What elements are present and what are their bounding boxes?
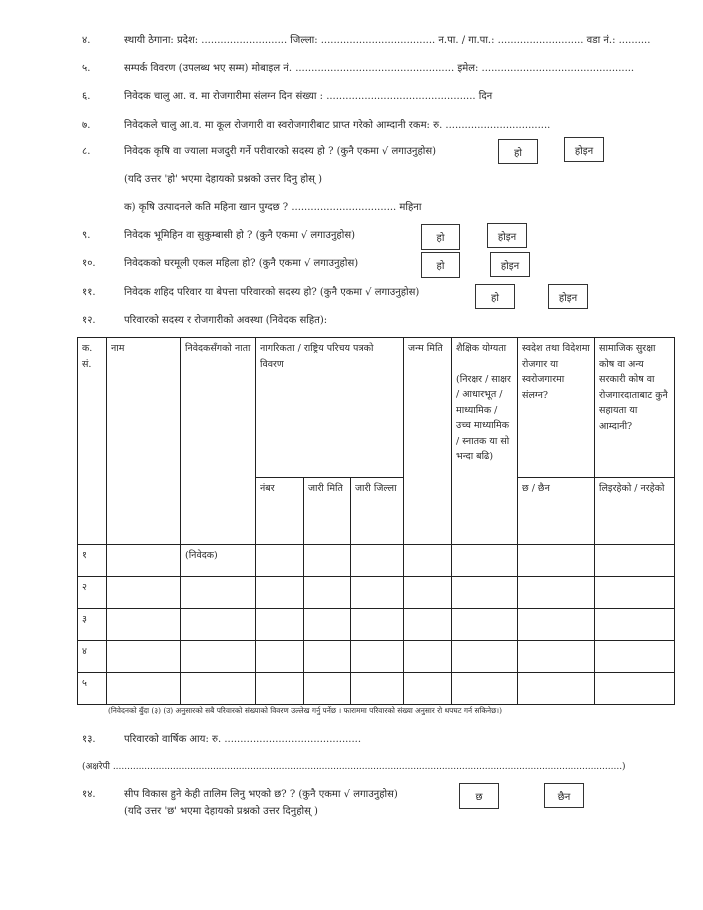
table-cell[interactable] bbox=[518, 673, 595, 705]
education-options: (निरक्षर / साक्षर / आधारभूत / माध्यामिक / उच्च माध्यामिक / स्नातक या सो भन्दा बढि) bbox=[456, 373, 511, 462]
table-row bbox=[78, 673, 675, 705]
q5-contact-details: सम्पर्क विवरण (उपलब्ध भए सम्म) मोबाइल नं. .................................................. इमेल: ................................................ bbox=[124, 63, 635, 74]
header-education bbox=[452, 338, 518, 545]
q8-question: निवेदक कृषि वा ज्याला मजदुरी गर्ने परीवारको सदस्य हो ? (कुनै एकमा √ लगाउनुहोस) bbox=[124, 146, 437, 157]
table-row bbox=[78, 577, 675, 609]
q14-number: १४. bbox=[82, 789, 96, 800]
table-cell[interactable] bbox=[107, 641, 181, 673]
q11-no-checkbox[interactable]: होइन bbox=[548, 284, 588, 309]
table-row bbox=[78, 545, 675, 577]
row-relation[interactable] bbox=[181, 609, 256, 641]
table-cell[interactable] bbox=[304, 673, 351, 705]
q14-no-checkbox[interactable]: छैन bbox=[544, 783, 584, 808]
q14-note: (यदि उत्तर 'छ' भएमा देहायको प्रश्नको उत्तर दिनुहोस् ) bbox=[124, 806, 318, 817]
header-social-security: सामाजिक सुरक्षा कोष वा अन्य सरकारी कोष वा रोजगारदाताबाट कुनै सहायता या आम्दानी? bbox=[595, 338, 675, 478]
header-dob: जन्म मिति bbox=[404, 338, 452, 545]
q6-number: ६. bbox=[82, 91, 91, 102]
header-citizenship: नागरिकता / राष्ट्रिय परिचय पत्रको विवरण bbox=[256, 338, 404, 478]
table-cell[interactable] bbox=[256, 641, 304, 673]
q11-question: निवेदक शहिद परिवार या बेपत्ता परिवारको सदस्य हो? (कुनै एकमा √ लगाउनुहोस) bbox=[124, 287, 420, 298]
q12-number: १२. bbox=[82, 315, 96, 326]
table-cell[interactable] bbox=[256, 609, 304, 641]
row-serial-no: ४ bbox=[78, 641, 107, 673]
q10-yes-checkbox[interactable]: हो bbox=[421, 252, 460, 278]
table-cell[interactable] bbox=[107, 577, 181, 609]
table-cell[interactable] bbox=[256, 577, 304, 609]
row-relation[interactable]: (निवेदक) bbox=[181, 545, 256, 577]
table-cell[interactable] bbox=[404, 673, 452, 705]
q7-income-amount: निवेदकले चालु आ.व. मा कूल रोजगारी वा स्वरोजगारीबाट प्राप्त गरेको आम्दानी रकम: रु. ................................. bbox=[124, 120, 551, 131]
table-cell[interactable] bbox=[595, 545, 675, 577]
row-relation[interactable] bbox=[181, 577, 256, 609]
table-cell[interactable] bbox=[595, 673, 675, 705]
row-relation[interactable] bbox=[181, 673, 256, 705]
header-serial-no: क. सं. bbox=[78, 338, 107, 545]
q9-question: निवेदक भूमिहिन वा सुकुम्बासी हो ? (कुनै एकमा √ लगाउनुहोस) bbox=[124, 230, 355, 241]
table-cell[interactable] bbox=[256, 545, 304, 577]
table-cell[interactable] bbox=[518, 577, 595, 609]
education-label: शैक्षिक योग्यता bbox=[456, 343, 507, 354]
q8-note: (यदि उत्तर 'हो' भएमा देहायको प्रश्नको उत्तर दिनु होस् ) bbox=[124, 174, 323, 185]
header-issue-district: जारी जिल्ला bbox=[351, 478, 404, 545]
q13-number: १३. bbox=[82, 734, 96, 745]
table-footnote: (निवेदनको बुँदा (३) (उ) अनुसारको सबै परिवारको संख्याको विवरण उल्लेख गर्नु पर्नेछ । फाराममा परिवारको संख्या अनुसार रो थपघट गर्न सकिनेछ।) bbox=[108, 706, 502, 715]
table-cell[interactable] bbox=[351, 577, 404, 609]
family-members-table bbox=[77, 337, 675, 705]
table-cell[interactable] bbox=[351, 641, 404, 673]
row-serial-no: ३ bbox=[78, 609, 107, 641]
table-cell[interactable] bbox=[595, 577, 675, 609]
table-cell[interactable] bbox=[452, 673, 518, 705]
q9-number: ९. bbox=[82, 230, 91, 241]
table-cell[interactable] bbox=[304, 545, 351, 577]
table-cell[interactable] bbox=[351, 545, 404, 577]
table-cell[interactable] bbox=[351, 673, 404, 705]
q12-title: परिवारको सदस्य र रोजगारीको अवस्था (निवेदक सहित): bbox=[124, 315, 328, 326]
table-cell[interactable] bbox=[304, 609, 351, 641]
table-cell[interactable] bbox=[518, 609, 595, 641]
table-cell[interactable] bbox=[404, 577, 452, 609]
table-cell[interactable] bbox=[452, 545, 518, 577]
table-cell[interactable] bbox=[404, 545, 452, 577]
table-cell[interactable] bbox=[452, 577, 518, 609]
row-serial-no: १ bbox=[78, 545, 107, 577]
table-row bbox=[78, 609, 675, 641]
table-cell[interactable] bbox=[452, 641, 518, 673]
table-cell[interactable] bbox=[256, 673, 304, 705]
table-cell[interactable] bbox=[518, 545, 595, 577]
table-cell[interactable] bbox=[107, 673, 181, 705]
q7-number: ७. bbox=[82, 120, 91, 131]
row-serial-no: ५ bbox=[78, 673, 107, 705]
q4-number: ४. bbox=[82, 35, 91, 46]
table-row bbox=[78, 641, 675, 673]
q10-question: निवेदकको घरमूली एकल महिला हो? (कुनै एकमा √ लगाउनुहोस) bbox=[124, 258, 359, 269]
row-relation[interactable] bbox=[181, 641, 256, 673]
q11-number: ११. bbox=[82, 287, 96, 298]
row-serial-no: २ bbox=[78, 577, 107, 609]
table-cell[interactable] bbox=[404, 641, 452, 673]
social-security-options: लिइरहेको / नरहेको bbox=[595, 478, 675, 545]
header-employment: स्वदेश तथा विदेशमा रोजगार या स्वरोजगारमा संलग्न? bbox=[518, 338, 595, 478]
q11-yes-checkbox[interactable]: हो bbox=[475, 284, 515, 309]
table-cell[interactable] bbox=[304, 641, 351, 673]
q4-permanent-address: स्थायी ठेगाना: प्रदेश: ........................... जिल्ला: .................................... न.पा. / गा.पा.: ........................... वडा नं.: .......... bbox=[124, 35, 651, 46]
table-cell[interactable] bbox=[595, 641, 675, 673]
table-cell[interactable] bbox=[304, 577, 351, 609]
table-cell[interactable] bbox=[404, 609, 452, 641]
q8-number: ८. bbox=[82, 146, 91, 157]
q9-no-checkbox[interactable]: होइन bbox=[487, 223, 527, 248]
table-cell[interactable] bbox=[595, 609, 675, 641]
q8-yes-checkbox[interactable]: हो bbox=[498, 139, 538, 164]
header-number: नंबर bbox=[256, 478, 304, 545]
header-issue-date: जारी मिति bbox=[304, 478, 351, 545]
q9-yes-checkbox[interactable]: हो bbox=[421, 224, 460, 250]
q13-annual-income: परिवारको वार्षिक आय: रु. ........................................... bbox=[124, 734, 362, 745]
q13-amount-in-words: (अक्षरेपी ..................................................................................................................................................................................) bbox=[82, 762, 626, 772]
q5-number: ५. bbox=[82, 63, 91, 74]
q10-no-checkbox[interactable]: होइन bbox=[490, 252, 530, 277]
table-cell[interactable] bbox=[518, 641, 595, 673]
employment-options: छ / छैन bbox=[518, 478, 595, 545]
q6-employment-days: निवेदक चालु आ. व. मा रोजगारीमा संलग्न दिन संख्या : ............................................... दिन bbox=[124, 91, 493, 102]
q8-sub-question: क) कृषि उत्पादनले कति महिना खान पुग्दछ ? ................................. महिना bbox=[124, 202, 422, 213]
q8-no-checkbox[interactable]: होइन bbox=[564, 137, 604, 162]
q14-yes-checkbox[interactable]: छ bbox=[459, 783, 499, 809]
table-cell[interactable] bbox=[351, 609, 404, 641]
table-cell[interactable] bbox=[452, 609, 518, 641]
q10-number: १०. bbox=[82, 258, 96, 269]
q14-question: सीप विकास हुने केही तालिम लिनु भएको छ? ? (कुनै एकमा √ लगाउनुहोस) bbox=[124, 789, 398, 800]
header-relation: निवेदकसँगको नाता bbox=[181, 338, 256, 545]
table-cell[interactable] bbox=[107, 545, 181, 577]
table-cell[interactable] bbox=[107, 609, 181, 641]
header-name: नाम bbox=[107, 338, 181, 545]
